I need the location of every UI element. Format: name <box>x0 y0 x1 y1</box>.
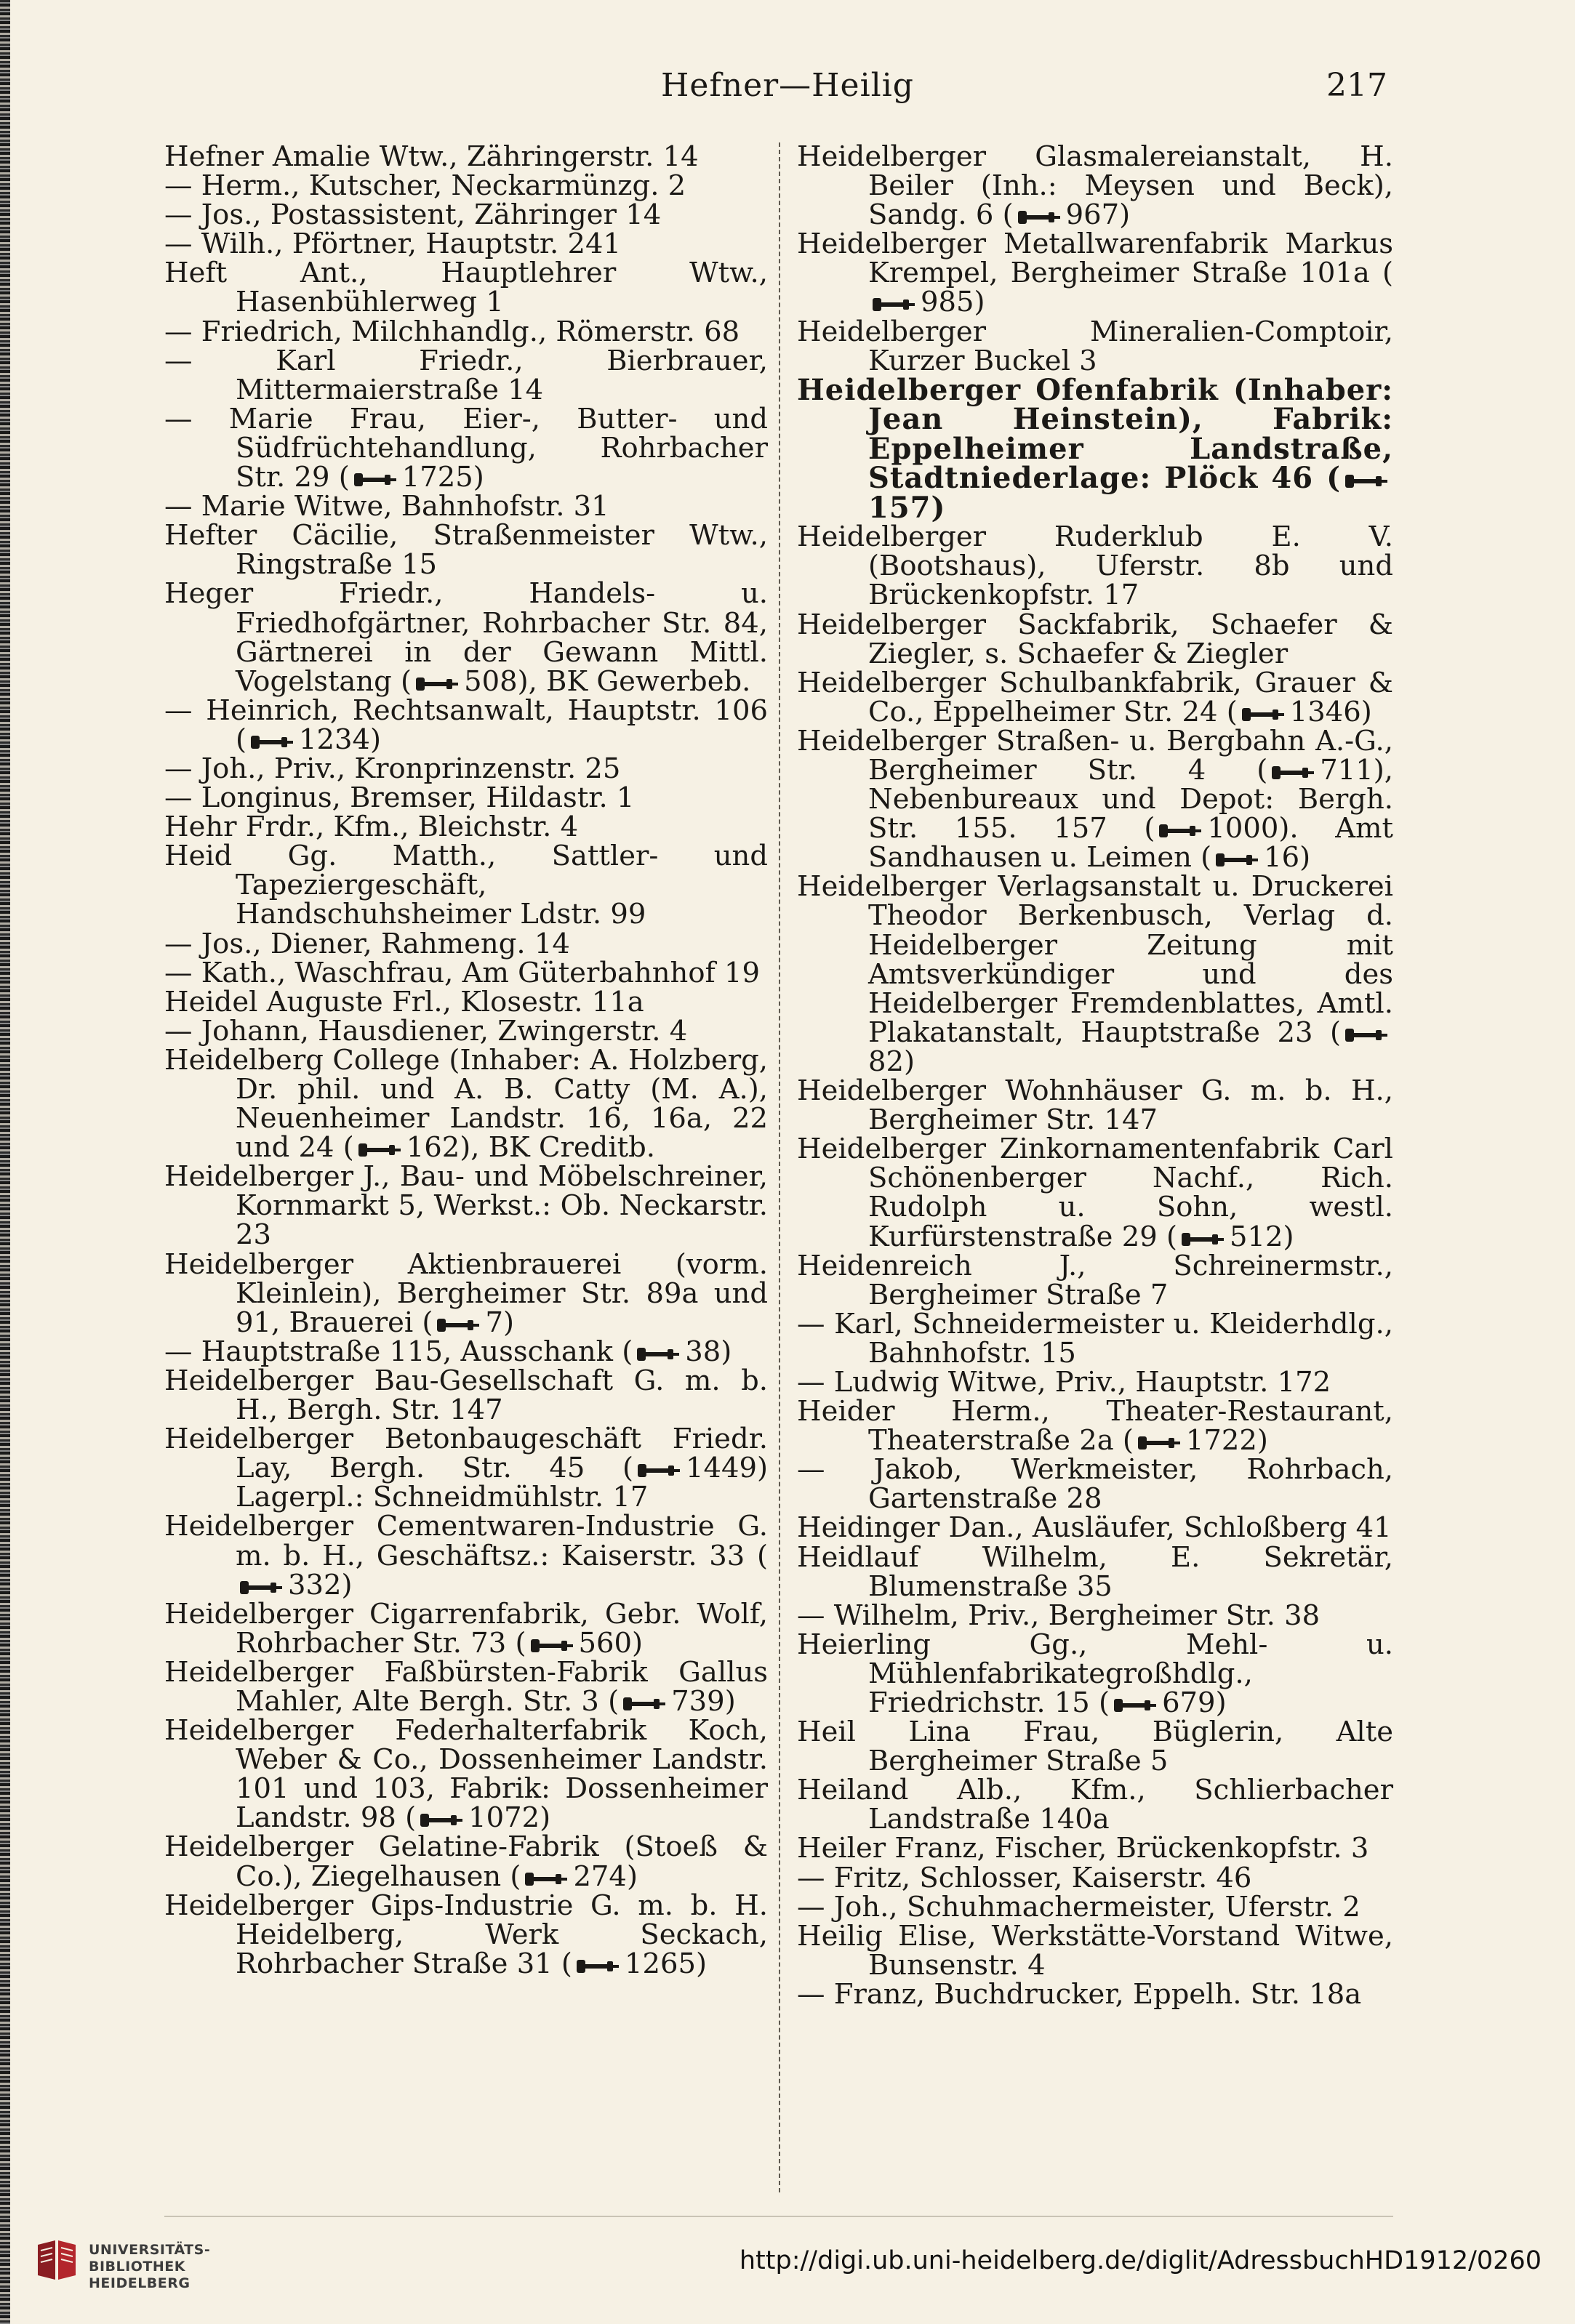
telephone-receiver-icon <box>436 1317 481 1333</box>
entry-text: Heierling Gg., Mehl- u. Mühlenfabrikategroßhdlg., Friedrichstr. 15 ( <box>797 1628 1393 1719</box>
entry-text: Hefter Cäcilie, Straßenmeister Wtw., Ringstraße 15 <box>164 519 768 582</box>
directory-entry <box>164 1247 768 1339</box>
entry-text: Heiler Franz, Fischer, Brückenkopfstr. 3 <box>797 1832 1369 1865</box>
directory-entry <box>797 1365 1393 1399</box>
column-divider <box>779 142 780 2192</box>
directory-entry <box>797 1074 1393 1137</box>
directory-entry <box>164 1162 768 1250</box>
entry-text: — Marie Witwe, Bahnhofstr. 31 <box>164 490 609 523</box>
entry-text: — Johann, Hausdiener, Zwingerstr. 4 <box>164 1014 688 1048</box>
directory-entry <box>797 1977 1393 2011</box>
directory-entry <box>164 142 768 172</box>
directory-entry <box>164 1425 768 1512</box>
directory-entry <box>164 1891 768 1979</box>
entry-text: Heidel Auguste Frl., Klosestr. 11a <box>164 985 644 1018</box>
entry-text: Heidelberger Glasmalereianstalt, H. Beiler (Inh.: Meysen und Beck), Sandg. 6 <box>797 140 1393 232</box>
entry-text: Heidelberger Federhalterfabrik Koch, Weber & Co., Dossenheimer Landstr. 101 und 103, Fabrik: Dossenheimer Landstr. 98 <box>164 1714 768 1835</box>
telephone-number: 967 <box>1065 198 1120 232</box>
entry-text: Heidelberger Cigarrenfabrik, Gebr. Wolf, Rohrbacher Str. 73 ( <box>164 1597 768 1660</box>
left-column <box>164 142 768 1979</box>
entry-text-continued: ) Lagerpl.: Schneidmühlstr. 17 <box>236 1452 768 1514</box>
entry-text: — Joh., Schuhmachermeister, Uferstr. 2 <box>797 1890 1360 1923</box>
entry-text-continued: ) <box>1299 841 1311 874</box>
entry-text-continued: ), BK Gewerbeb. <box>517 664 751 698</box>
entry-text: Heidelberger Zinkornamentenfabrik Carl Schönenberger Nachf., Rich. Rudolph u. Sohn, westl. Kurfürstenstraße 29 <box>797 1133 1393 1253</box>
telephone-number: 711 <box>1320 754 1374 787</box>
entry-text-continued: ) <box>626 1859 638 1893</box>
footer <box>0 2217 1575 2324</box>
entry-text: Heidelberger Cementwaren-Industrie G. m. b. H., Geschäftsz.: Kaiserstr. 33 ( <box>164 1510 768 1572</box>
entry-text: — Karl Friedr., Bierbrauer, Mittermaierstraße 14 <box>164 344 768 406</box>
entry-text: Heidelberger J., Bau- und Möbelschreiner, Kornmarkt 5, Werkst.: Ob. Neckarstr. 23 <box>164 1160 768 1252</box>
entry-text: Heidlauf Wilhelm, E. Sekretär, Blumenstraße 35 <box>797 1540 1393 1603</box>
directory-entry <box>797 666 1393 728</box>
entry-text: — Franz, Buchdrucker, Eppelh. Str. 18a <box>797 1977 1362 2011</box>
entry-text: Heider Herm., Theater-Restaurant, Theaterstraße 2a ( <box>797 1395 1393 1457</box>
telephone-number: 157 <box>868 490 931 525</box>
telephone-receiver-icon <box>357 1142 402 1158</box>
directory-entry <box>797 1601 1393 1631</box>
directory-entry: Heidelberger Verlagsanstalt u. Druckerei Theodor Berkenbusch, Verlag d. Heidelberger Zeitung mit Amtsverkündiger und des Heidelberger Fremdenblattes, Amtl. Plakatanstalt, Hauptstraße 23 (82) <box>797 870 1393 1078</box>
telephone-number: 1725 <box>401 461 473 494</box>
entry-text: Heidelberger Verlagsanstalt u. Druckerei Theodor Berkenbusch, Verlag d. Heidelberger Zeitung mit Amtsverkündiger und des Heidelberger Fremdenblattes, Amtl. Plakatanstalt, Hauptstraße 23 <box>797 870 1393 1049</box>
library-name <box>89 2242 278 2292</box>
directory-entry <box>797 1861 1393 1894</box>
directory-entry <box>164 259 768 317</box>
telephone-number: 1346 <box>1289 695 1361 728</box>
directory-entry <box>797 1776 1393 1834</box>
directory-entry <box>164 781 768 815</box>
directory-entry <box>797 1307 1393 1370</box>
running-head <box>0 67 1575 110</box>
telephone-receiver-icon <box>239 1580 284 1596</box>
telephone-number: 332 <box>288 1568 342 1601</box>
directory-entry <box>164 956 768 989</box>
entry-text-continued: ), Nebenbureaux und Depot: Bergh. Str. 155. 157 ( <box>868 754 1393 845</box>
directory-entry <box>164 198 768 232</box>
scan-edge <box>0 0 10 2324</box>
directory-entry <box>797 372 1393 525</box>
directory-entry <box>797 520 1393 612</box>
entry-text: Heidelberger Ruderklub E. V. (Bootshaus), Uferstr. 8b und Brückenkopfstr. 17 <box>797 520 1393 612</box>
entry-text: Heidelberger Aktienbrauerei (vorm. Kleinlein), Bergheimer Str. 89a und 91, Brauerei ( <box>164 1247 768 1339</box>
entry-text: Heil Lina Frau, Büglerin, Alte Bergheimer Straße 5 <box>797 1716 1393 1778</box>
entry-text-continued: ) <box>695 1947 707 1980</box>
entry-text: Heidelberger Faßbürsten-Fabrik Gallus Mahler, Alte Bergh. Str. 3 ( <box>164 1655 768 1718</box>
directory-entry <box>164 1014 768 1048</box>
entry-text: — Joh., Priv., Kronprinzenstr. 25 <box>164 752 621 785</box>
page-number: 217 <box>1326 67 1387 104</box>
entry-text: Heidelberger Ofenfabrik (Inhaber: Jean Heinstein), Fabrik: Eppelheimer Landstraße, Stadtniederlage: Plöck 46 ( <box>797 372 1393 496</box>
directory-entry: Heidelberger Metallwarenfabrik Markus Krempel, Bergheimer Straße 101a (985) <box>797 228 1394 319</box>
directory-entry <box>797 1540 1393 1603</box>
entry-text: Hefner Amalie Wtw., Zähringerstr. 14 <box>164 140 699 173</box>
telephone-receiver-icon <box>249 734 294 750</box>
telephone-number: 162 <box>406 1131 460 1165</box>
telephone-receiver-icon <box>419 1812 464 1828</box>
entry-text: — Friedrich, Milchhandlg., Römerstr. 68 <box>164 315 740 348</box>
logo-line-1: UNIVERSITÄTS- <box>89 2242 211 2258</box>
directory-entry <box>164 230 768 259</box>
telephone-number: 508 <box>464 664 518 698</box>
directory-entry: Heidelberger Federhalterfabrik Koch, Weber & Co., Dossenheimer Landstr. 101 und 103, Fabrik: Dossenheimer Landstr. 98 ( 1072) <box>164 1714 768 1835</box>
telephone-number: 512 <box>1229 1220 1283 1253</box>
telephone-number: 560 <box>578 1626 632 1660</box>
telephone-receiver-icon <box>1137 1435 1182 1451</box>
directory-entry: Heidelberger Zinkornamentenfabrik Carl Schönenberger Nachf., Rich. Rudolph u. Sohn, westl. Kurfürstenstraße 29 ( 512) <box>797 1133 1393 1253</box>
telephone-receiver-icon <box>1113 1697 1158 1713</box>
entry-text: Heidelberger Gips-Industrie G. m. b. H. Heidelberg, Werk Seckach, Rohrbacher Straße 31 ( <box>164 1889 768 1980</box>
entry-text-continued: ) <box>632 1626 644 1660</box>
telephone-receiver-icon <box>871 297 916 313</box>
directory-entry <box>164 519 768 582</box>
telephone-number: 1722 <box>1185 1424 1257 1457</box>
directory-entry <box>797 1834 1393 1863</box>
directory-entry <box>164 344 768 406</box>
telephone-receiver-icon <box>1017 209 1062 225</box>
directory-entry <box>164 842 768 929</box>
directory-entry: — Marie Frau, Eier-, Butter- und Südfrüchtehandlung, Rohrbacher Str. 29 ( 1725) <box>164 402 768 494</box>
directory-entry <box>164 813 768 842</box>
entry-text: — Jakob, Werkmeister, Rohrbach, Gartenstraße 28 <box>797 1453 1393 1516</box>
entry-text: Heidelberger Metallwarenfabrik Markus Krempel, Bergheimer Straße 101a <box>797 228 1393 290</box>
directory-entry <box>797 1718 1393 1776</box>
directory-entry: — Heinrich, Rechtsanwalt, Hauptstr. 106 ( 1234) <box>164 693 768 756</box>
telephone-receiver-icon <box>1241 707 1286 723</box>
entry-text: Heidenreich J., Schreinermstr., Bergheimer Straße 7 <box>797 1249 1393 1311</box>
telephone-receiver-icon <box>524 1871 569 1887</box>
directory-entry <box>797 1628 1393 1719</box>
entry-text-continued: ) <box>1215 1686 1227 1719</box>
entry-text-continued: ). Amt Sandhausen u. Leimen ( <box>868 812 1394 874</box>
directory-entry <box>164 927 768 960</box>
telephone-number: 38 <box>685 1335 721 1368</box>
entry-text: — Wilh., Pförtner, Hauptstr. 241 <box>164 228 622 261</box>
telephone-number: 679 <box>1162 1686 1216 1719</box>
entry-text: Heidelberg College (Inhaber: A. Holzberg, Dr. phil. und A. B. Catty (M. A.), Neuenheimer Landstr. 16, 16a, 22 und 24 ( <box>164 1043 768 1165</box>
entry-text: Heidelberger Wohnhäuser G. m. b. H., Bergheimer Str. 147 <box>797 1074 1393 1137</box>
entry-text: — Kath., Waschfrau, Am Güterbahnhof 19 <box>164 956 761 989</box>
telephone-receiver-icon <box>1344 1027 1389 1043</box>
entry-text: Heidelberger Sackfabrik, Schaefer & Ziegler, s. Schaefer & Ziegler <box>797 608 1393 670</box>
entry-text: Heidinger Dan., Ausläufer, Schloßberg 41 <box>797 1511 1392 1545</box>
telephone-number: 1265 <box>624 1947 696 1980</box>
directory-entry <box>164 1512 768 1599</box>
entry-text: — Heinrich, Rechtsanwalt, Hauptstr. 106 <box>164 693 768 727</box>
entry-text: Heidelberger Mineralien-Comptoir, Kurzer Buckel 3 <box>797 315 1393 377</box>
telephone-receiver-icon <box>1344 473 1389 489</box>
entry-text: — Fritz, Schlosser, Kaiserstr. 46 <box>797 1861 1252 1894</box>
entry-text: — Jos., Postassistent, Zähringer 14 <box>164 198 662 232</box>
telephone-receiver-icon <box>1158 823 1203 839</box>
entry-text: Heger Friedr., Handels- u. Friedhofgärtner, Rohrbacher Str. 84, Gärtnerei in der Gewann Mittl. Vogelstang ( <box>164 577 768 698</box>
entry-text: — Jos., Diener, Rahmeng. 14 <box>164 927 570 960</box>
telephone-receiver-icon <box>1270 765 1315 781</box>
entry-text: Heilig Elise, Werkstätte-Vorstand Witwe, Bunsenstr. 4 <box>797 1919 1393 1982</box>
telephone-receiver-icon <box>414 676 460 692</box>
directory-entry <box>164 1043 768 1165</box>
directory-entry <box>164 985 768 1018</box>
entry-text: — Wilhelm, Priv., Bergheimer Str. 38 <box>797 1599 1320 1632</box>
entry-text-continued: ) <box>1360 695 1372 728</box>
directory-entry <box>797 1397 1393 1455</box>
right-column <box>797 142 1393 2009</box>
telephone-number: 1449 <box>685 1452 757 1485</box>
directory-entry <box>797 1513 1393 1543</box>
entry-text: — Karl, Schneidermeister u. Kleiderhdlg., Bahnhofstr. 15 <box>797 1307 1393 1370</box>
telephone-number: 16 <box>1264 841 1300 874</box>
directory-entry <box>164 752 768 785</box>
page-title: Hefner—Heilig <box>661 67 914 104</box>
directory-entry <box>164 1597 768 1660</box>
entry-text: — Hauptstraße 115, Ausschank ( <box>164 1335 633 1368</box>
entry-text: Heidelberger Bau-Gesellschaft G. m. b. H., Bergh. Str. 147 <box>164 1364 768 1427</box>
telephone-receiver-icon <box>353 472 398 488</box>
telephone-number: 274 <box>573 1859 627 1893</box>
entry-text: Heid Gg. Matth., Sattler- und Tapeziergeschäft, Handschuhsheimer Ldstr. 99 <box>164 840 768 931</box>
directory-entry <box>797 1890 1393 1923</box>
logo-line-2: BIBLIOTHEK <box>89 2259 185 2275</box>
directory-entry <box>797 1453 1393 1516</box>
telephone-number: 985 <box>921 286 974 319</box>
telephone-number: 1072 <box>468 1801 540 1835</box>
entry-text-continued: ) <box>502 1306 514 1339</box>
entry-text: — Longinus, Bremser, Hildastr. 1 <box>164 781 635 815</box>
telephone-receiver-icon <box>636 1346 681 1362</box>
entry-text-continued: ) <box>724 1684 736 1718</box>
telephone-receiver-icon <box>622 1696 667 1712</box>
telephone-receiver-icon <box>1214 852 1259 868</box>
university-library-logo-icon <box>33 2237 80 2284</box>
directory-entry <box>797 1919 1393 1982</box>
source-url[interactable]: http://digi.ub.uni-heidelberg.de/diglit/AdressbuchHD1912/0260 <box>739 2246 1542 2275</box>
entry-text-continued: ), BK Creditb. <box>460 1131 655 1165</box>
directory-entry <box>164 1830 768 1893</box>
entry-text: — Ludwig Witwe, Priv., Hauptstr. 172 <box>797 1365 1331 1399</box>
entry-text: — Herm., Kutscher, Neckarmünzg. 2 <box>164 169 686 203</box>
telephone-receiver-icon <box>575 1958 620 1974</box>
entry-text: Heidelberger Betonbaugeschäft Friedr. Lay, Bergh. Str. 45 ( <box>164 1423 768 1485</box>
directory-entry <box>164 1364 768 1427</box>
telephone-receiver-icon <box>636 1463 681 1479</box>
directory-entry: Heidelberger Glasmalereianstalt, H. Beiler (Inh.: Meysen und Beck), Sandg. 6 ( 967) <box>797 140 1393 232</box>
directory-entry <box>797 315 1393 377</box>
entry-text: Heidelberger Gelatine-Fabrik (Stoeß & Co.), Ziegelhausen ( <box>164 1830 768 1893</box>
library-logo[interactable] <box>29 2232 269 2312</box>
directory-entry <box>164 169 768 203</box>
telephone-number: 1234 <box>299 723 371 756</box>
entry-text-continued: ) <box>341 1568 353 1601</box>
directory-entry <box>164 315 768 348</box>
telephone-receiver-icon <box>1180 1231 1225 1247</box>
directory-entry <box>797 724 1394 874</box>
logo-line-3: HEIDELBERG <box>89 2275 191 2291</box>
entry-text: Heft Ant., Hauptlehrer Wtw., Hasenbühlerweg 1 <box>164 257 768 319</box>
telephone-number: 7 <box>485 1306 503 1339</box>
directory-entry <box>164 492 768 521</box>
directory-entry <box>797 1249 1393 1311</box>
entry-text: Hehr Frdr., Kfm., Bleichstr. 4 <box>164 811 579 844</box>
entry-text-continued: ) <box>721 1335 732 1368</box>
telephone-number: 1000 <box>1207 812 1279 845</box>
entry-text: Heidelberger Straßen- u. Bergbahn A.-G., Bergheimer Str. 4 ( <box>797 724 1393 787</box>
directory-entry <box>164 1655 768 1718</box>
telephone-number: 739 <box>671 1684 725 1718</box>
entry-text: Heiland Alb., Kfm., Schlierbacher Landstraße 140a <box>797 1774 1393 1836</box>
directory-entry <box>797 608 1393 670</box>
entry-text: — Marie Frau, Eier-, Butter- und Südfrüchtehandlung, Rohrbacher Str. 29 <box>164 402 768 494</box>
telephone-receiver-icon <box>529 1638 574 1654</box>
entry-text: Heidelberger Schulbankfabrik, Grauer & Co., Eppelheimer Str. 24 ( <box>797 666 1393 728</box>
telephone-number: 82 <box>868 1045 904 1078</box>
entry-text-continued: ) <box>1257 1424 1268 1457</box>
directory-entry <box>164 579 768 696</box>
directory-entry <box>164 1335 768 1368</box>
entry-text-continued: ) <box>931 490 946 525</box>
